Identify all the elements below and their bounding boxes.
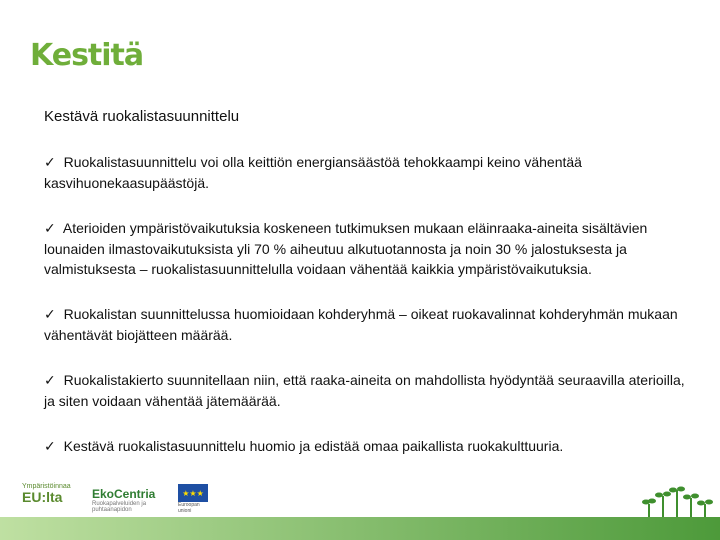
footer-gradient-bar xyxy=(0,517,720,540)
partner-logo-small-text: Ruokapalveluiden ja puhtaanapidon xyxy=(92,501,147,513)
bullet-item xyxy=(44,436,694,457)
eu-flag-icon: ★★★ xyxy=(178,484,208,502)
bullet-text: Kestävä ruokalistasuunnittelu huomio ja edistää omaa paikallista ruokakulttuuria. xyxy=(63,438,564,454)
bullet-text: Ruokalistasuunnittelu voi olla keittiön energiansäästöä tehokkaampi keino vähentää kasvihuonekaasupäästöjä. xyxy=(44,154,582,191)
slide-heading: Kestävä ruokalistasuunnittelu xyxy=(44,108,240,125)
partner-logo-ekocentria xyxy=(92,487,172,513)
partner-logo-small-text: Ympäristöinnaa xyxy=(22,483,71,490)
partner-logo-main-text: EkoCentria xyxy=(92,487,156,501)
logo-text: Kestitä xyxy=(30,38,144,73)
partner-logo-eu-flag xyxy=(178,484,212,514)
partner-logo-eu-lta xyxy=(22,483,86,513)
check-icon: ✓ xyxy=(44,439,56,455)
check-icon: ✓ xyxy=(44,221,56,237)
check-icon: ✓ xyxy=(44,155,56,171)
bullet-item xyxy=(44,304,694,345)
partner-logo-small-text: Euroopan unioni xyxy=(178,502,200,514)
bullet-text: Aterioiden ympäristövaikutuksia koskeneen tutkimuksen mukaan eläinraaka-aineita sisältävien lounaiden ilmastovaikutuksista yli 70 % aiheutuu alkutuotannosta ja noin 30 % jalostuksesta ja valmistuksesta – ruokalistasuunnittelulla voidaan vähentää kaikkia ympäristövaikutuksia. xyxy=(44,220,648,277)
slide-content xyxy=(44,108,694,482)
check-icon: ✓ xyxy=(44,373,56,389)
check-icon: ✓ xyxy=(44,307,56,323)
bullet-text: Ruokalistan suunnittelussa huomioidaan kohderyhmä – oikeat ruokavalinnat kohderyhmän mukaan vähentävät biojätteen määrää. xyxy=(44,306,678,343)
partner-logo-main-text: EU:lta xyxy=(22,489,63,505)
bullet-item xyxy=(44,152,694,193)
bullet-item xyxy=(44,218,694,279)
bullet-item xyxy=(44,370,694,411)
bullet-text: Ruokalistakierto suunnitellaan niin, että raaka-aineita on mahdollista hyödyntää seuraavilla aterioilla, ja siten voidaan vähentää jätemäärää. xyxy=(44,372,685,409)
kestita-logo xyxy=(30,26,144,74)
